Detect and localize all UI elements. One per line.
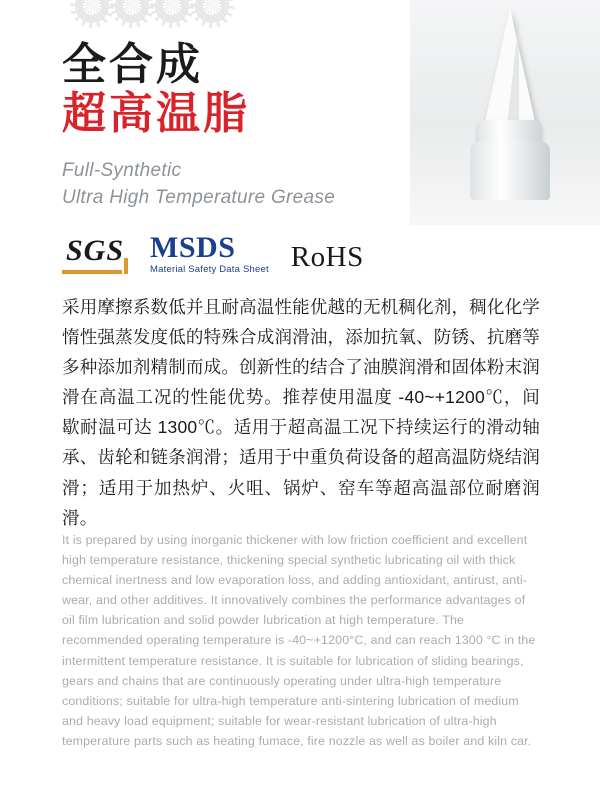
title-english-line1: Full-Synthetic <box>62 159 182 181</box>
grease-nozzle-photo <box>410 0 600 225</box>
msds-sublabel: Material Safety Data Sheet <box>150 263 269 275</box>
nozzle-cone-shadow <box>507 18 519 126</box>
msds-logo <box>150 230 269 275</box>
rohs-logo: RoHS <box>290 241 364 273</box>
title-chinese-line1: 全合成 <box>62 40 203 89</box>
certification-logos <box>62 232 364 274</box>
sgs-tick <box>124 258 128 274</box>
gear-icon <box>150 0 194 28</box>
title-english-line2: Ultra High Temperature Grease <box>62 187 336 209</box>
body-text-english: It is prepared by using inorganic thickener with low friction coefficient and excellent high temperature resistance, thickening special synthetic lubricating oil with thick chemical inertness and low evaporation loss, and adding antioxidant, antirust, anti-wear, and other additives. It innovatively combines the performance advantages of oil film lubrication and solid powder lubrication at high temperature. The recommended operating temperature is -40~+1200°C, and can reach 1300 °C in the intermittent temperature resistance. It is suitable for lubrication of sliding bearings, gears and chains that are continuously operating under ultra-high temperature conditions; suitable for ultra-high temperature anti-sintering lubrication of medium and heavy load equipment; suitable for wear-resistant lubrication of ultra-high temperature parts such as heating fumace, fire nozzle as well as boiler and kiln car. <box>62 533 536 748</box>
sgs-underline <box>62 270 122 274</box>
title-chinese-line2: 超高温脂 <box>62 89 250 139</box>
sgs-logo <box>62 232 128 274</box>
title-english <box>62 157 335 212</box>
page-title <box>62 40 335 212</box>
nozzle-illustration <box>462 8 558 188</box>
gear-icon <box>110 0 154 28</box>
sgs-label: SGS <box>66 234 125 267</box>
body-text-chinese: 采用摩擦系数低并且耐高温性能优越的无机稠化剂，稠化化学惰性强蒸发度低的特殊合成润滑油，添加抗氧、防锈、抗磨等多种添加剂精制而成。创新性的结合了油膜润滑和固体粉末润滑在高温工况的性能优势。推荐使用温度 -40~+1200℃，间歇耐温可达 1300℃。适用于超高温工况下持续运行的滑动轴承、齿轮和链条润滑；适用于中重负荷设备的超高温防烧结润滑；适用于加热炉、火咀、锅炉、窑车等超高温部位耐磨润滑。 <box>62 297 540 528</box>
nozzle-body <box>470 142 550 200</box>
gear-decoration-band <box>70 0 250 34</box>
msds-label: MSDS <box>150 230 236 264</box>
gear-icon <box>190 0 234 28</box>
gear-icon <box>70 0 114 28</box>
